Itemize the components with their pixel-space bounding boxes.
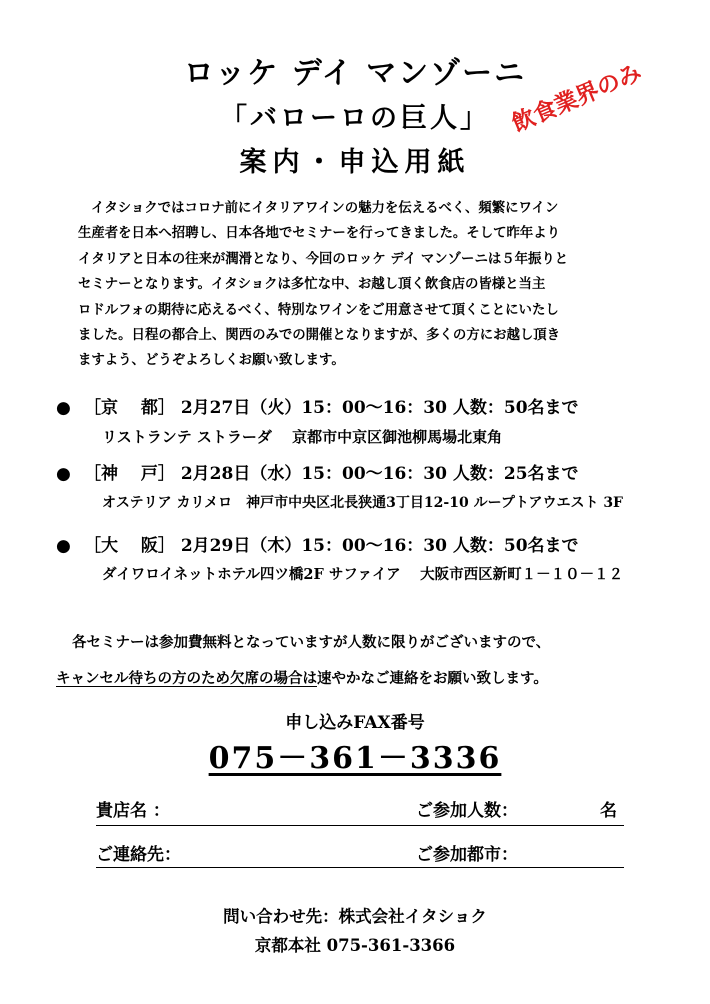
form-rule-2 <box>96 867 624 868</box>
event-schedule: 2月28日（水）15：00～16：30 人数：25名まで <box>180 464 579 484</box>
event-schedule: 2月29日（木）15：00～16：30 人数：50名まで <box>180 536 579 556</box>
title-line-1: ロッケ デイ マンゾーニ <box>183 56 527 91</box>
title-line-2: 「バローロの巨人」 <box>220 103 490 134</box>
notice-underlined: キャンセル待ちの方のため欠席の場合は <box>56 670 317 687</box>
event-venue: ダイワロイネットホテル四ツ橋2F サファイア 大阪市西区新町１－１０－１２ <box>102 566 624 583</box>
event-venue: リストランテ ストラーダ 京都市中京区御池柳馬場北東角 <box>102 428 503 446</box>
restriction-stamp: 飲食業界のみ <box>507 58 646 138</box>
intro-line: ロドルフォの期待に応えるべく、特別なワインをご用意させて頂くことにいたし <box>78 301 559 318</box>
form-rule-1 <box>96 825 624 826</box>
notice-line-1: 各セミナーは参加費無料となっていますが人数に限りがございますので、 <box>72 634 551 651</box>
event-kyoto <box>56 396 579 449</box>
event-city: ［神 戸］ <box>84 464 175 484</box>
participants-label: ご参加人数： <box>416 801 518 821</box>
intro-line: ますよう、どうぞよろしくお願い致します。 <box>78 352 345 369</box>
event-schedule: 2月27日（火）15：00～16：30 人数：50名まで <box>180 398 579 418</box>
bullet-icon: ● <box>56 464 71 484</box>
intro-line: ました。日程の都合上、関西のみでの開催となりますが、多くの方にお越し頂き <box>78 327 561 344</box>
intro-paragraph <box>78 196 658 374</box>
event-venue: オステリア カリメロ 神戸市中央区北長狭通3丁目12-10 ループトアウエスト 3F <box>102 495 623 511</box>
intro-line: セミナーとなります。イタショクは多忙な中、お越し頂く飲食店の皆様と当主 <box>78 276 546 293</box>
contact-label: ご連絡先： <box>96 845 181 865</box>
contact-phone: 京都本社 075-361-3366 <box>254 936 456 955</box>
fax-number <box>0 733 710 777</box>
shop-name-label: 貴店名 ： <box>96 801 170 821</box>
event-kobe <box>56 462 623 515</box>
participants-unit: 名 <box>600 801 617 821</box>
notice-rest: 速やかなご連絡をお願い致します。 <box>317 670 548 687</box>
event-city: ［京 都］ <box>84 398 175 418</box>
notice-line-2 <box>56 661 656 697</box>
fax-number-text: 075－361－3336 <box>208 741 502 776</box>
title-line-3: 案内・申込用紙 <box>239 147 471 178</box>
contact-company: 問い合わせ先：株式会社イタショク <box>223 907 487 926</box>
intro-line: イタリアと日本の往来が潤滑となり、今回のロッケ デイ マンゾーニは５年振りと <box>78 250 569 267</box>
cancellation-notice <box>56 625 656 697</box>
fax-label: 申し込みFAX番号 <box>285 713 425 733</box>
intro-line: イタショクではコロナ前にイタリアワインの魅力を伝えるべく、頻繁にワイン <box>91 200 559 216</box>
bullet-icon: ● <box>56 398 71 418</box>
city-label: ご参加都市： <box>416 845 518 865</box>
intro-line: 生産者を日本へ招聘し、日本各地でセミナーを行ってきました。そして昨年より <box>78 225 561 242</box>
event-osaka <box>56 534 623 587</box>
bullet-icon: ● <box>56 536 71 556</box>
event-city: ［大 阪］ <box>84 536 175 556</box>
